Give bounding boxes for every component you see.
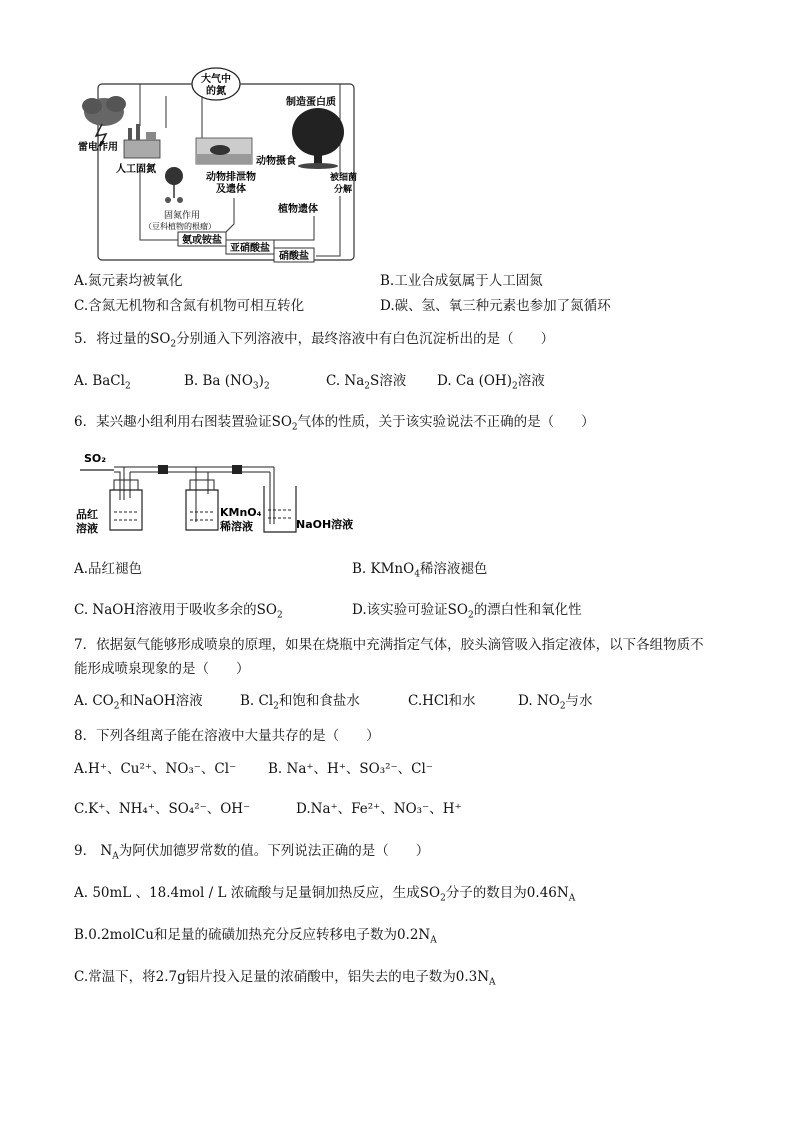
bottle-kmno4	[186, 467, 218, 530]
fixation-label-1: 固氮作用	[164, 211, 201, 221]
storm-cloud-icon	[82, 96, 126, 146]
ammonia-box: 氨或铵盐	[182, 235, 222, 246]
q4-option-b: B.工业合成氨属于人工固氮	[380, 273, 543, 289]
q7-stem-line1: 7．依据氨气能够形成喷泉的原理，如果在烧瓶中充满指定气体，胶头滴管吸入指定液体，以下各组物质不	[74, 637, 704, 653]
bottle-pinhong	[110, 472, 142, 530]
pinhong-label-1: 品红	[76, 508, 98, 521]
kmno4-label-1: KMnO₄	[220, 506, 262, 519]
q8-option-c: C.K⁺、NH₄⁺、SO₄²⁻、OH⁻	[74, 801, 251, 817]
so2-gas-label: SO₂	[84, 452, 107, 465]
q8-stem: 8．下列各组离子能在溶液中大量共存的是（ ）	[74, 728, 380, 744]
plant-remains-label: 植物遗体	[278, 204, 318, 215]
q5-stem: 5．将过量的$SO_2$分别通入下列溶液中，最终溶液中有白色沉淀析出的是（ ）	[74, 331, 555, 350]
nitrate-box: 硝酸盐	[279, 251, 309, 262]
q5-option-d: D. Ca $(OH)_2$溶液	[437, 373, 545, 392]
lightning-label: 雷电作用	[78, 142, 118, 153]
q7-option-d: D. $NO_2$与水	[518, 693, 593, 712]
beaker-naoh	[264, 467, 296, 532]
naoh-label: NaOH溶液	[296, 518, 354, 531]
factory-icon	[124, 124, 160, 158]
air-label-2: 的氮	[206, 86, 226, 97]
legume-plant-icon	[165, 167, 183, 203]
q5-option-c: C. $Na_2S$溶液	[326, 373, 407, 392]
q7-option-b: B. $Cl_2$和饱和食盐水	[240, 693, 360, 712]
bacteria-label-2: 分解	[334, 185, 353, 195]
kmno4-label-2: 稀溶液	[220, 520, 253, 533]
nitrogen-cycle-diagram	[74, 66, 364, 266]
q4-option-a: A.氮元素均被氧化	[74, 273, 183, 289]
bacteria-label-1: 被细菌	[330, 173, 358, 183]
q6-option-d: D.该实验可验证$SO_2$的漂白性和氧化性	[352, 602, 582, 621]
artificial-fixation-label: 人工固氮	[116, 164, 156, 175]
q4-option-d: D.碳、氢、氧三种元素也参加了氮循环	[380, 298, 611, 314]
q9-stem: 9． $N_A$为阿伏加德罗常数的值。下列说法正确的是（ ）	[74, 843, 430, 862]
q8-option-d: D.Na⁺、Fe²⁺、NO₃⁻、H⁺	[296, 801, 462, 817]
pinhong-label-2: 溶液	[76, 522, 98, 535]
q6-option-b: B. KMnO$_4$稀溶液褪色	[352, 561, 488, 580]
q6-option-c: C. NaOH溶液用于吸收多余的$SO_2$	[74, 602, 283, 621]
q9-option-b: B.0.2molCu和足量的硫磺加热充分反应转移电子数为$0.2N_A$	[74, 927, 437, 946]
q8-option-a: A.H⁺、Cu²⁺、NO₃⁻、Cl⁻	[74, 761, 237, 777]
fixation-label-2: （豆科植物的根瘤）	[144, 222, 216, 231]
animal-photo	[196, 138, 252, 164]
q7-stem-line2: 能形成喷泉现象的是（ ）	[74, 661, 250, 677]
q8-option-b: B. Na⁺、H⁺、SO₃²⁻、Cl⁻	[268, 761, 433, 777]
excrete-label-2: 及遗体	[216, 184, 246, 195]
nitrite-box: 亚硝酸盐	[230, 243, 270, 254]
q6-stem: 6．某兴趣小组利用右图装置验证$SO_2$气体的性质，关于该实验说法不正确的是（ ）	[74, 414, 595, 433]
q7-option-a: A. $CO_2$和NaOH溶液	[74, 693, 203, 712]
air-label-1: 大气中	[201, 74, 231, 85]
protein-label: 制造蛋白质	[286, 97, 336, 108]
tree-icon	[292, 108, 344, 169]
q6-option-a: A.品红褪色	[74, 561, 143, 577]
q5-option-b: B. Ba $(NO_3)_2$	[184, 373, 270, 392]
so2-apparatus-diagram	[74, 450, 374, 542]
q5-option-a: A. BaCl$_2$	[74, 373, 131, 392]
excrete-label-1: 动物排泄物	[206, 172, 256, 183]
q4-option-c: C.含氮无机物和含氮有机物可相互转化	[74, 298, 305, 314]
q7-option-c: C.HCl和水	[408, 693, 476, 709]
animal-eating-label: 动物摄食	[256, 156, 296, 167]
q9-option-a: A. 50mL 、18.4mol / L 浓硫酸与足量铜加热反应，生成$SO_2$分子的数目为$0.46N_A$	[74, 885, 576, 904]
q9-option-c: C.常温下，将2.7g铝片投入足量的浓硝酸中，铝失去的电子数为$0.3N_A$	[74, 969, 496, 988]
